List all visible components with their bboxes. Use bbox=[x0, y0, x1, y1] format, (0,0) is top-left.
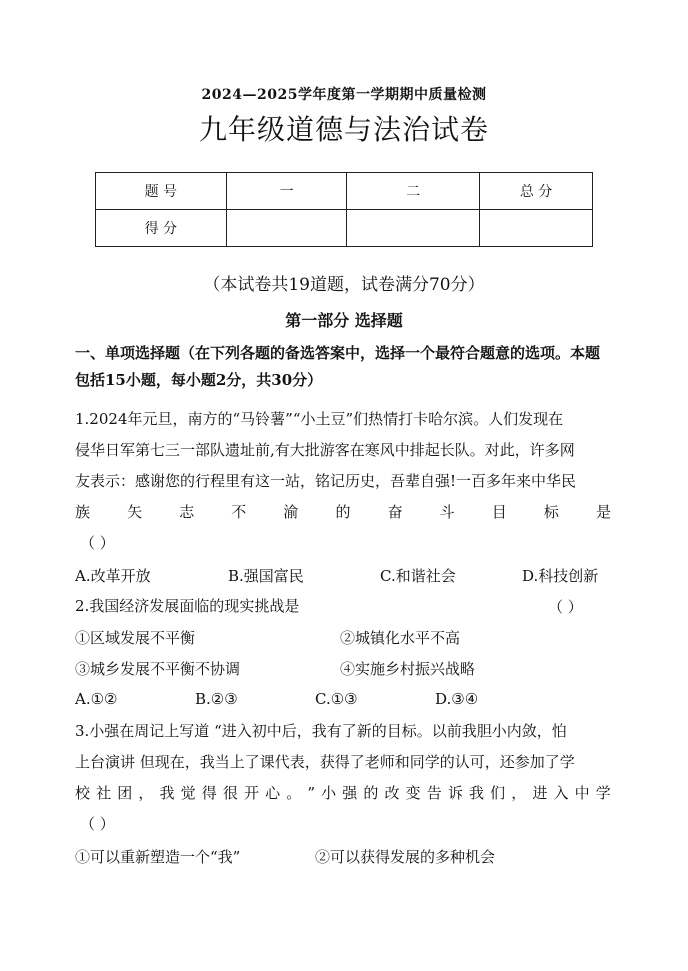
q3-char: 中 bbox=[574, 784, 590, 802]
q1-answer-bracket: （ ） bbox=[80, 534, 115, 552]
q2-item: ④实施乡村振兴战略 bbox=[340, 660, 476, 678]
score-cell[interactable] bbox=[226, 210, 347, 247]
q1-char: 渝 bbox=[283, 503, 299, 521]
q1-char: 标 bbox=[543, 503, 559, 521]
q3-char: 团 bbox=[117, 784, 133, 802]
q2-option-d: D.③④ bbox=[435, 690, 479, 708]
score-table-header-row bbox=[96, 173, 593, 210]
q1-char: 目 bbox=[491, 503, 507, 521]
score-header-cell: 一 bbox=[226, 173, 347, 210]
q3-char: 强 bbox=[342, 784, 358, 802]
q1-justified-line bbox=[75, 502, 611, 522]
q3-item: ②可以获得发展的多种机会 bbox=[315, 848, 496, 866]
q1-option-a: A.改革开放 bbox=[75, 567, 151, 585]
q3-char: 们 bbox=[490, 784, 506, 802]
q1-line: 1.2024年元旦，南方的“马铃薯”“小土豆”们热情打卡哈尔滨。人们发现在 bbox=[75, 410, 564, 428]
q3-char: 很 bbox=[222, 784, 238, 802]
q2-option-c: C.①③ bbox=[315, 690, 358, 708]
q3-char: ， bbox=[511, 784, 527, 802]
q3-char: 心 bbox=[265, 784, 281, 802]
q3-char: 诉 bbox=[447, 784, 463, 802]
score-header-cell: 题 号 bbox=[96, 173, 227, 210]
score-header-cell: 总 分 bbox=[480, 173, 593, 210]
exam-info: （本试卷共19道题，试卷满分70分） bbox=[203, 275, 485, 295]
q2-item: ①区域发展不平衡 bbox=[75, 629, 196, 647]
q1-char: 族 bbox=[75, 503, 91, 521]
score-table bbox=[95, 172, 593, 247]
q3-char: 小 bbox=[321, 784, 337, 802]
q1-option-b: B.强国富民 bbox=[228, 567, 304, 585]
q3-char: 的 bbox=[363, 784, 379, 802]
q3-char: 。 bbox=[286, 784, 302, 802]
score-cell[interactable] bbox=[347, 210, 480, 247]
q1-line: 侵华日军第七三一部队遗址前,有大批游客在寒风中排起长队。对此，许多网 bbox=[75, 441, 575, 459]
score-table-score-row bbox=[96, 210, 593, 247]
q2-item: ②城镇化水平不高 bbox=[340, 629, 461, 647]
q3-line: 上台演讲 但现在，我当上了课代表，获得了老师和同学的认可，还参加了学 bbox=[75, 753, 575, 771]
section-instructions-line: 包括15小题，每小题2分，共30分） bbox=[75, 371, 323, 389]
q1-char: 奋 bbox=[387, 503, 403, 521]
q1-char: 是 bbox=[595, 503, 611, 521]
q1-char: 不 bbox=[231, 503, 247, 521]
q1-char: 斗 bbox=[439, 503, 455, 521]
q3-char: 开 bbox=[244, 784, 260, 802]
q3-char: 告 bbox=[426, 784, 442, 802]
q2-option-b: B.②③ bbox=[195, 690, 238, 708]
q3-char: 入 bbox=[553, 784, 569, 802]
exam-title: 九年级道德与法治试卷 bbox=[198, 113, 489, 146]
q3-answer-bracket: （ ） bbox=[80, 815, 115, 833]
q3-char: 变 bbox=[405, 784, 421, 802]
section-instructions-line: 一、单项选择题（在下列各题的备选答案中，选择一个最符合题意的选项。本题 bbox=[75, 344, 601, 362]
q2-stem: 2.我国经济发展面临的现实挑战是 bbox=[75, 597, 300, 615]
q3-char: ， bbox=[138, 784, 154, 802]
section-instructions bbox=[75, 340, 615, 394]
q3-char: 我 bbox=[159, 784, 175, 802]
q3-char: ” bbox=[307, 784, 316, 802]
q3-char: 学 bbox=[595, 784, 611, 802]
q2-answer-bracket: （ ） bbox=[548, 598, 583, 616]
q1-option-d: D.科技创新 bbox=[522, 567, 599, 585]
q3-char: 进 bbox=[532, 784, 548, 802]
q2-option-a: A.①② bbox=[75, 690, 118, 708]
part-heading: 第一部分 选择题 bbox=[285, 311, 403, 330]
q3-line: 3.小强在周记上写道 “进入初中后，我有了新的目标。以前我胆小内敛，怕 bbox=[75, 722, 567, 740]
q3-char: 觉 bbox=[180, 784, 196, 802]
score-header-cell: 二 bbox=[347, 173, 480, 210]
q3-char: 我 bbox=[469, 784, 485, 802]
q3-char: 改 bbox=[384, 784, 400, 802]
score-row-label: 得 分 bbox=[96, 210, 227, 247]
q1-option-c: C.和谐社会 bbox=[380, 567, 456, 585]
q1-line: 友表示：感谢您的行程里有这一站，铭记历史，吾辈自强!一百多年来中华民 bbox=[75, 472, 577, 490]
q2-item: ③城乡发展不平衡不协调 bbox=[75, 660, 241, 678]
exam-term: 2024—2025学年度第一学期期中质量检测 bbox=[201, 87, 487, 103]
q1-char: 的 bbox=[335, 503, 351, 521]
q3-item: ①可以重新塑造一个“我” bbox=[75, 848, 241, 866]
q3-char: 得 bbox=[201, 784, 217, 802]
q1-char: 矢 bbox=[127, 503, 143, 521]
q3-char: 社 bbox=[96, 784, 112, 802]
score-cell[interactable] bbox=[480, 210, 593, 247]
q3-justified-line bbox=[75, 783, 611, 803]
q1-char: 志 bbox=[179, 503, 195, 521]
q3-char: 校 bbox=[75, 784, 91, 802]
